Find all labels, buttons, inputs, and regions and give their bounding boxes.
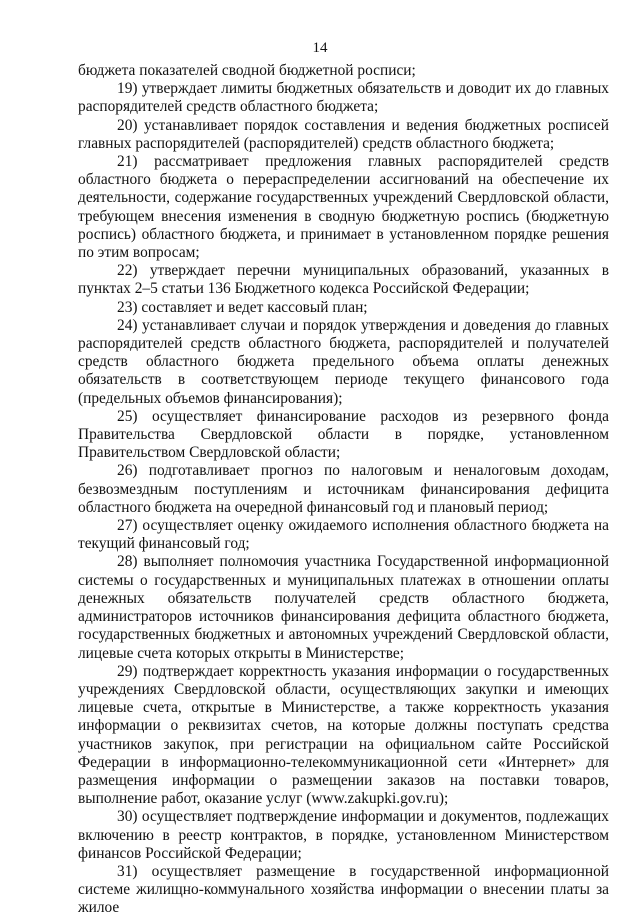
paragraph-item-28: 28) выполняет полномочия участника Государственной информационной системы о государственных и муниципальных платежах в отношении оплаты денежных обязательств получателей средств областного бюджета, администраторов источников финансирования дефицита областного бюджета, государственных бюджетных и автономных учреждений Свердловской области, лицевые счета которых открыты в Министерстве; — [78, 553, 609, 662]
paragraph-item-26: 26) подготавливает прогноз по налоговым и неналоговым доходам, безвозмездным поступлениям и источникам финансирования дефицита областного бюджета на очередной финансовый год и плановый период; — [78, 462, 609, 516]
paragraph-item-25: 25) осуществляет финансирование расходов из резервного фонда Правительства Свердловской области в порядке, установленном Правительством Свердловской области; — [78, 407, 609, 462]
document-body — [78, 62, 609, 918]
paragraph-continuation: бюджета показателей сводной бюджетной росписи; — [78, 62, 416, 79]
paragraph-item-19: 19) утверждает лимиты бюджетных обязательств и доводит их до главных распорядителей средств областного бюджета; — [78, 80, 609, 116]
paragraph-item-24: 24) устанавливает случаи и порядок утверждения и доведения до главных распорядителей средств областного бюджета, распорядителей и получателей средств областного бюджета предельного объема оплаты денежных обязательств в соответствующем периоде текущего финансового года (предельных объемов финансирования); — [78, 316, 609, 407]
page-number: 14 — [312, 40, 328, 56]
paragraph-item-27: 27) осуществляет оценку ожидаемого исполнения областного бюджета на текущий финансовый год; — [78, 517, 609, 553]
paragraph-item-30: 30) осуществляет подтверждение информации и документов, подлежащих включению в реестр контрактов, в порядке, установленном Министерством финансов Российской Федерации; — [78, 808, 609, 862]
paragraph-item-21: 21) рассматривает предложения главных распорядителей средств областного бюджета о перераспределении ассигнований на обеспечение их деятельности, содержание государственных учреждений Свердловской области, требующем внесения изменения в сводную бюджетную роспись (бюджетную роспись) областного бюджета, и принимает в установленном порядке решения по этим вопросам; — [78, 153, 609, 262]
paragraph-item-22: 22) утверждает перечни муниципальных образований, указанных в пунктах 2–5 статьи 136 Бюджетного кодекса Российской Федерации; — [78, 262, 609, 298]
paragraph-item-31: 31) осуществляет размещение в государственной информационной системе жилищно-коммунального хозяйства информации о внесении платы за жилое — [78, 862, 609, 917]
paragraph-item-29: 29) подтверждает корректность указания информации о государственных учреждениях Свердловской области, осуществляющих закупки и имеющих лицевые счета, открытые в Министерстве, а также корректность указания информации о реквизитах счетов, на которые должны поступать средства участников закупок, при регистрации на официальном сайте Российской Федерации в информационно-телекоммуникационной сети «Интернет» для размещения информации о размещении заказов на поставки товаров, выполнение работ, оказание услуг (www.zakupki.gov.ru); — [78, 662, 609, 808]
paragraph-item-20: 20) устанавливает порядок составления и ведения бюджетных росписей главных распорядителей (распорядителей) средств областного бюджета; — [78, 116, 609, 152]
paragraph-item-23: 23) составляет и ведет кассовый план; — [117, 298, 368, 316]
